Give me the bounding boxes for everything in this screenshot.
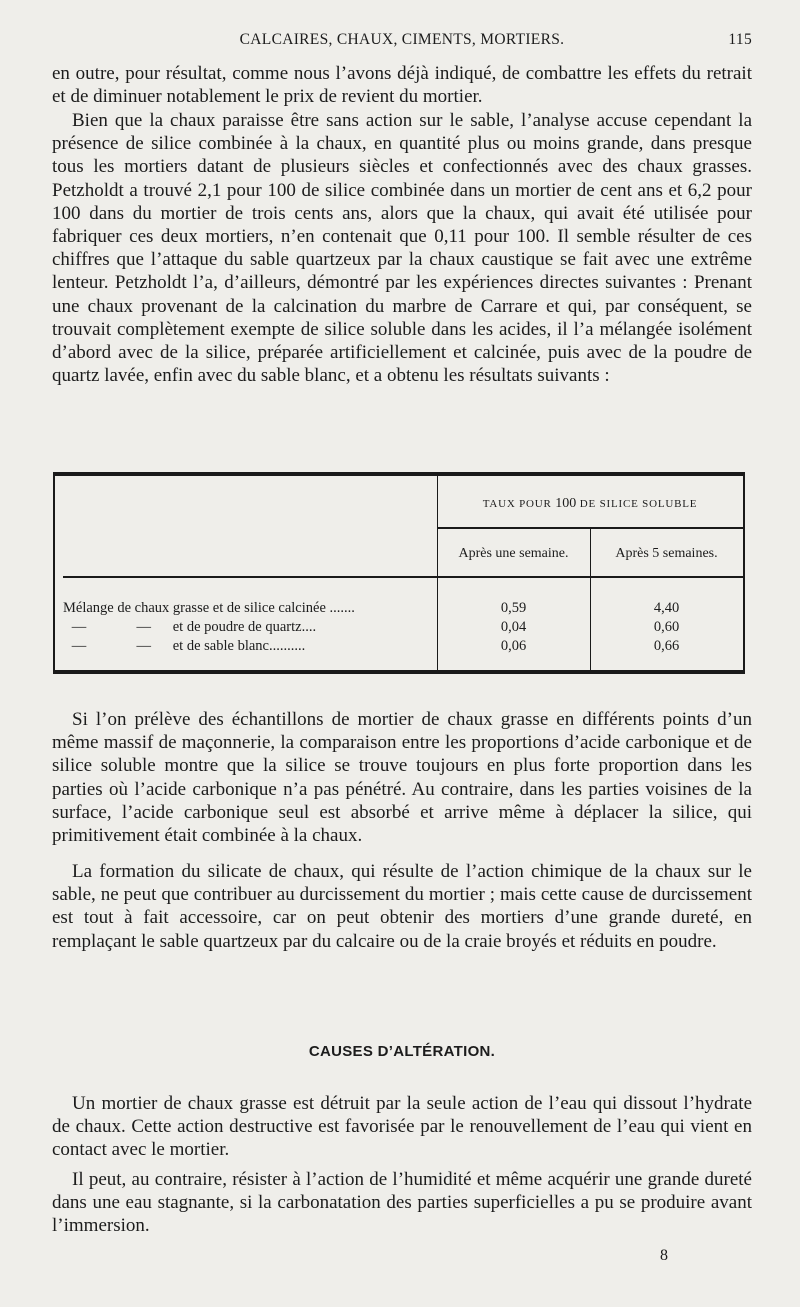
paragraph-continuation: en outre, pour résultat, comme nous l’avons déjà indiqué, de combattre les effets du retrait et de diminuer notablement le prix de revient du mortier.: [52, 63, 752, 108]
section-heading: CAUSES D’ALTÉRATION.: [308, 1043, 496, 1060]
signature-mark: 8: [660, 1247, 668, 1264]
page-number: 115: [728, 31, 752, 48]
value-five-weeks: 0,66: [653, 638, 680, 654]
value-one-week: 0,59: [500, 600, 527, 616]
table-row: [63, 638, 743, 658]
table-rule: [63, 576, 743, 578]
running-header: [52, 31, 752, 53]
paragraph-destruction: Un mortier de chaux grasse est détruit par la seule action de l’eau qui dissout l’hydrate de chaux. Cette action destructive est favorisée par le renouvellement de l’eau qui vient en contact avec le mortier.: [52, 1093, 752, 1161]
column-header-one-week: Après une semaine.: [458, 546, 569, 561]
value-one-week: 0,06: [500, 638, 527, 654]
row-label: — — et de poudre de quartz....: [71, 619, 317, 635]
table-row: [63, 619, 743, 639]
value-five-weeks: 0,60: [653, 619, 680, 635]
table-rule: [437, 527, 743, 529]
table-row: [63, 600, 743, 620]
paragraph-samples: Si l’on prélève des échantillons de mortier de chaux grasse en différents points d’un même massif de maçonnerie, la comparaison entre les proportions d’acide carbonique et de silice soluble montre que la silice se trouve toujours en plus forte proportion dans les parties où l’acide carbonique n’a pas pénétré. Au contraire, dans les parties voisines de la surface, l’acide carbonique seul est absorbé et arrive même à déplacer la silice, qui primitivement était combinée à la chaux.: [52, 709, 752, 847]
paragraph-petzholdt: Bien que la chaux paraisse être sans action sur le sable, l’analyse accuse cependant la présence de silice combinée à la chaux, en quantité plus ou moins grande, dans presque tous les mortiers datant de plusieurs siècles et confectionnés avec des chaux grasses. Petzholdt a trouvé 2,1 pour 100 de silice combinée dans un mortier de cent ans et 6,2 pour 100 dans du mortier de trois cents ans, alors que la chaux, qui avait été utilisée pour fabriquer ces deux mortiers, n’en contenait que 0,11 pour 100. Il semble résulter de ces chiffres que l’attaque du sable quartzeux par la chaux caustique se fait avec une extrême lenteur. Petzholdt l’a, d’ailleurs, démontré par les expériences directes suivantes : Prenant une chaux provenant de la calcination du marbre de Carrare et qui, par conséquent, se trouvait complètement exempte de silice soluble dans les acides, il l’a mélangée isolément d’abord avec de la silice, préparée artificiellement et calcinée, puis avec de la poudre de quartz lavée, enfin avec du sable blanc, et a obtenu les résultats suivants :: [52, 110, 752, 387]
row-label: Mélange de chaux grasse et de silice calcinée .......: [63, 600, 355, 616]
row-label: — — et de sable blanc..........: [71, 638, 306, 654]
value-five-weeks: 4,40: [653, 600, 680, 616]
paragraph-silicate: La formation du silicate de chaux, qui résulte de l’action chimique de la chaux sur le sable, ne peut que contribuer au durcissement du mortier ; mais cette cause de durcissement est tout à fait accessoire, car on peut obtenir des mortiers d’une grande dureté, en remplaçant le sable quartzeux par du calcaire ou de la craie broyés et réduits en poudre.: [52, 861, 752, 952]
silica-results-table: [53, 472, 745, 674]
column-group-header: TAUX POUR 100 DE SILICE SOLUBLE: [482, 496, 698, 511]
column-header-five-weeks: Après 5 semaines.: [615, 546, 718, 561]
value-one-week: 0,04: [500, 619, 527, 635]
paragraph-stagnant-water: Il peut, au contraire, résister à l’action de l’humidité et même acquérir une grande dureté dans une eau stagnante, si la carbonatation des parties superficielles a pu se produire avant l’immersion.: [52, 1169, 752, 1237]
running-title: CALCAIRES, CHAUX, CIMENTS, MORTIERS.: [239, 31, 565, 48]
